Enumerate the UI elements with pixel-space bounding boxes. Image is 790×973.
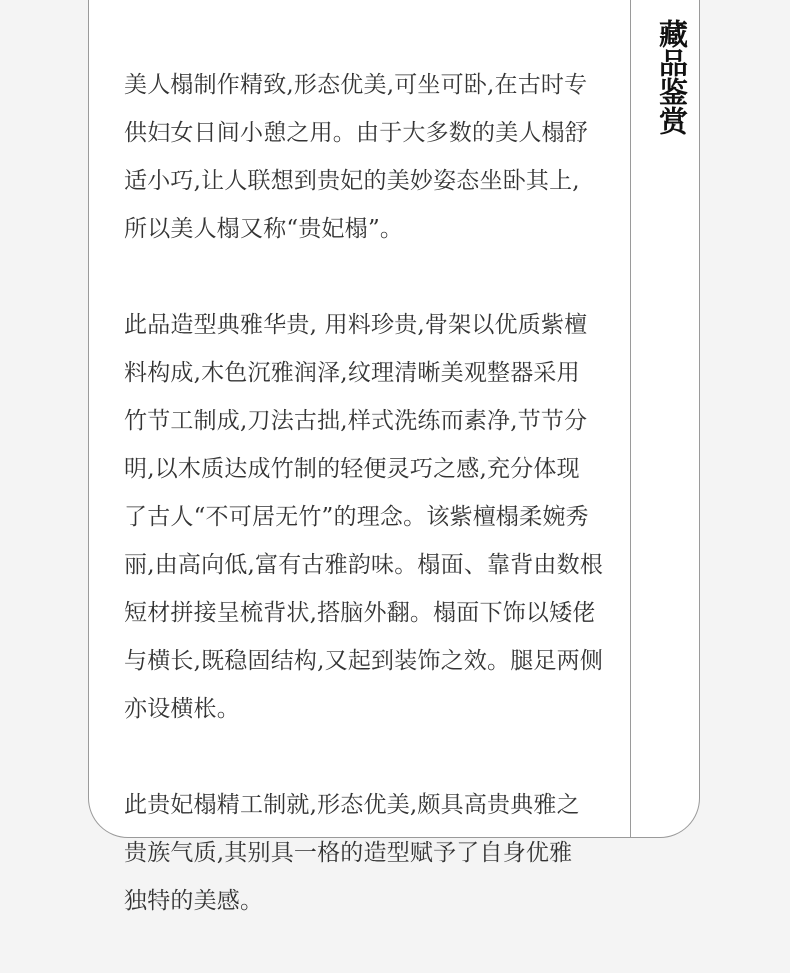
vertical-divider: [630, 0, 631, 837]
section-title: 藏品鉴赏: [655, 19, 689, 135]
paragraph-3: 此贵妃榻精工制就,形态优美,颇具高贵典雅之 贵族气质,其别具一格的造型赋予了自身优雅 独特的美感。: [124, 792, 580, 914]
collection-card: [88, 0, 700, 914]
description-text: [124, 13, 614, 973]
paragraph-2: 此品造型典雅华贵, 用料珍贵,骨架以优质紫檀 料构成,木色沉雅润泽,纹理清晰美观整器采用 竹节工制成,刀法古拙,样式洗练而素净,节节分 明,以木质达成竹制的轻便灵巧之感,充分体现 了古人“不可居无竹”的理念。该紫檀榻柔婉秀 丽,由高向低,富有古雅韵味。榻面、靠背由数根 短材拼接呈梳背状,搭脑外翻。榻面下饰以矮佬 与横长,既稳固结构,又起到装饰之效。腿足两侧 亦设横枨。: [124, 312, 604, 722]
paragraph-1: 美人榻制作精致,形态优美,可坐可卧,在古时专 供妇女日间小憩之用。由于大多数的美人榻舒 适小巧,让人联想到贵妃的美妙姿态坐卧其上, 所以美人榻又称“贵妃榻”。: [124, 72, 588, 242]
